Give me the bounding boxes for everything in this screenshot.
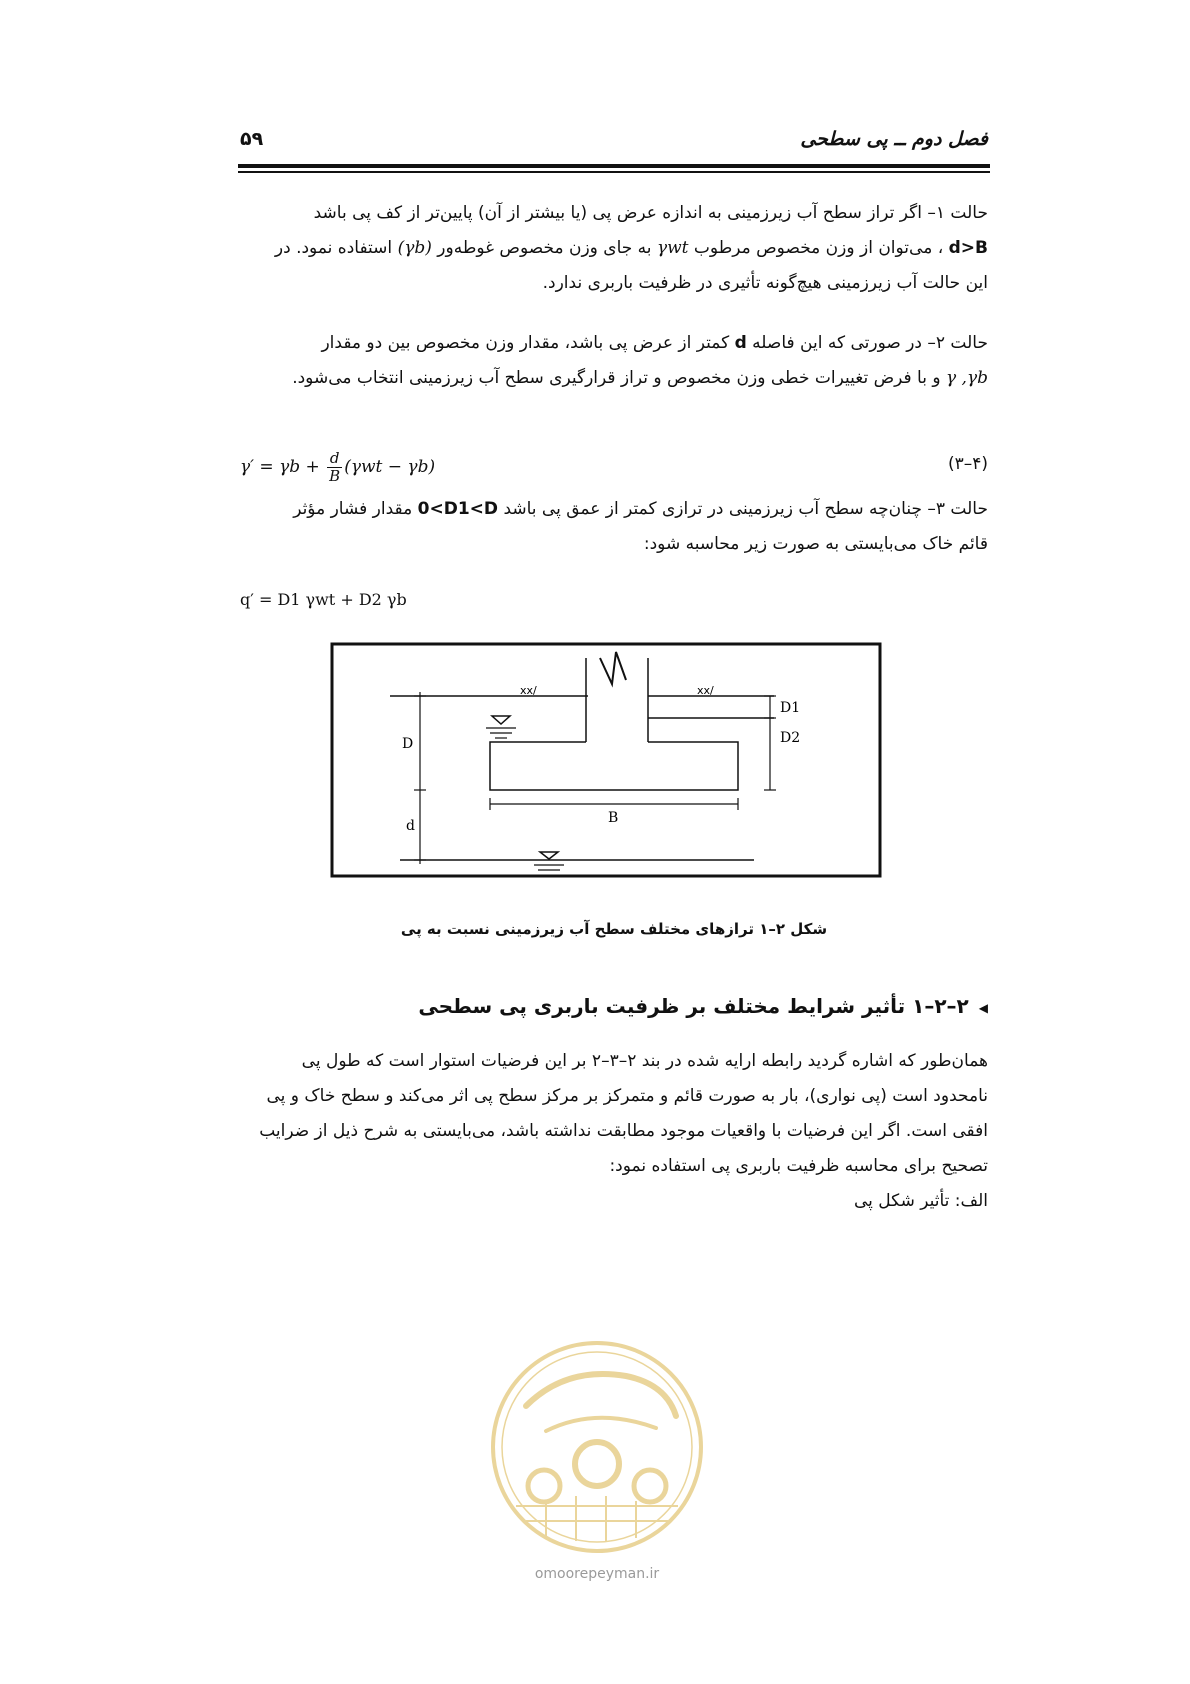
- watermark-logo: [486, 1336, 708, 1558]
- soil-hatch-right: xx/: [697, 684, 714, 697]
- case2-text: و با فرض تغییرات خطی وزن مخصوص و تراز قرارگیری سطح آب زیرزمینی انتخاب می‌شود.: [292, 368, 941, 388]
- page-number: ۵۹: [240, 128, 264, 150]
- q-prime-formula: q′ = D1 γwt + D2 γb: [240, 590, 407, 609]
- section-line4: تصحیح برای محاسبه ظرفیت باربری پی استفاده نمود:: [609, 1156, 988, 1176]
- case2-line2: [240, 361, 988, 396]
- figure-frame: [332, 644, 880, 876]
- footing-water-table-diagram: [330, 642, 882, 878]
- case3-paragraph: [240, 492, 988, 562]
- equation-row: [240, 446, 988, 486]
- case1-text-a: ، می‌توان از وزن مخصوص مرطوب: [693, 238, 944, 258]
- case1-line1: حالت ۱– اگر تراز سطح آب زیرزمینی به اندازه عرض پی (یا بیشتر از آن) پایین‌تر از کف پی باشد: [313, 203, 988, 223]
- case1-symbol-gamma-wt: γwt: [656, 238, 689, 258]
- header-rule-thin: [238, 171, 990, 173]
- case2-line1: [240, 326, 988, 361]
- section-line5: الف: تأثیر شکل پی: [854, 1191, 988, 1211]
- case2-paragraph: [240, 326, 988, 396]
- equation-formula: [240, 450, 435, 485]
- label-d-capital: D: [402, 736, 414, 752]
- equation-rhs: (γwt − γb): [344, 457, 436, 477]
- water-symbol-upper-icon: [492, 716, 510, 724]
- section-line1: همان‌طور که اشاره گردید رابطه ارایه شده در بند ۲–۳–۲ بر این فرضیات استوار است که طول پی: [301, 1051, 988, 1071]
- case3-text-b: مقدار فشار مؤثر: [293, 499, 413, 519]
- label-d-small: d: [406, 818, 415, 834]
- column-break-mark: [600, 652, 626, 684]
- case2-text-b: کمتر از عرض پی باشد، مقدار وزن مخصوص بین دو مقدار: [321, 333, 730, 353]
- equation-number: (۴–۳): [947, 454, 988, 474]
- equation-lhs: γ′ = γb +: [240, 457, 326, 477]
- triangle-bullet-icon: ◀: [978, 1000, 988, 1015]
- case3-line1: [240, 492, 988, 527]
- section-heading: [418, 994, 988, 1018]
- case1-symbol-gamma-b: (γb): [397, 238, 432, 258]
- figure-caption: شکل ۲–۱ ترازهای مختلف سطح آب زیرزمینی نسبت به پی: [400, 920, 828, 938]
- label-b: B: [608, 810, 619, 826]
- watermark-url: omoorepeyman.ir: [534, 1566, 660, 1582]
- case2-symbols: γ ,γb: [945, 368, 988, 388]
- water-symbol-lower-icon: [540, 852, 558, 859]
- case3-condition: 0<D1<D: [417, 499, 499, 519]
- case1-text-c: استفاده نمود. در: [274, 238, 393, 258]
- section-paragraph: [240, 1044, 988, 1219]
- case1-line2: [240, 231, 988, 266]
- section-heading-text: ۲–۲–۱ تأثیر شرایط مختلف بر ظرفیت باربری پی سطحی: [418, 994, 969, 1018]
- case1-paragraph: [240, 196, 988, 301]
- case2-symbol-d: d: [734, 333, 747, 353]
- case3-text-a: حالت ۳– چنان‌چه سطح آب زیرزمینی در ترازی کمتر از عمق پی باشد: [503, 499, 988, 519]
- case1-line3: این حالت آب زیرزمینی هیچ‌گونه تأثیری در ظرفیت باربری ندارد.: [542, 273, 988, 293]
- header-rule-thick: [238, 164, 990, 168]
- equation-fraction: [327, 450, 342, 485]
- case2-text-a: حالت ۲– در صورتی که این فاصله: [752, 333, 988, 353]
- footing-outline: [490, 742, 738, 790]
- label-d1: D1: [780, 700, 801, 716]
- equation-fraction-num: d: [327, 450, 342, 468]
- section-line2: نامحدود است (پی نواری)، بار به صورت قائم و متمرکز بر مرکز سطح پی اثر می‌کند و سطح خاک و پی: [266, 1086, 988, 1106]
- label-d2: D2: [780, 730, 801, 746]
- case1-text-b: به جای وزن مخصوص غوطه‌ور: [437, 238, 652, 258]
- equation-fraction-den: B: [329, 467, 341, 485]
- case3-line2: قائم خاک می‌بایستی به صورت زیر محاسبه شود:: [643, 534, 988, 554]
- case1-condition: d>B: [948, 238, 988, 258]
- soil-hatch-left: xx/: [520, 684, 537, 697]
- section-line3: افقی است. اگر این فرضیات با واقعیات موجود مطابقت نداشته باشد، می‌بایستی به شرح ذیل از ضرایب: [259, 1121, 988, 1141]
- chapter-title: فصل دوم ــ پی سطحی: [800, 128, 988, 150]
